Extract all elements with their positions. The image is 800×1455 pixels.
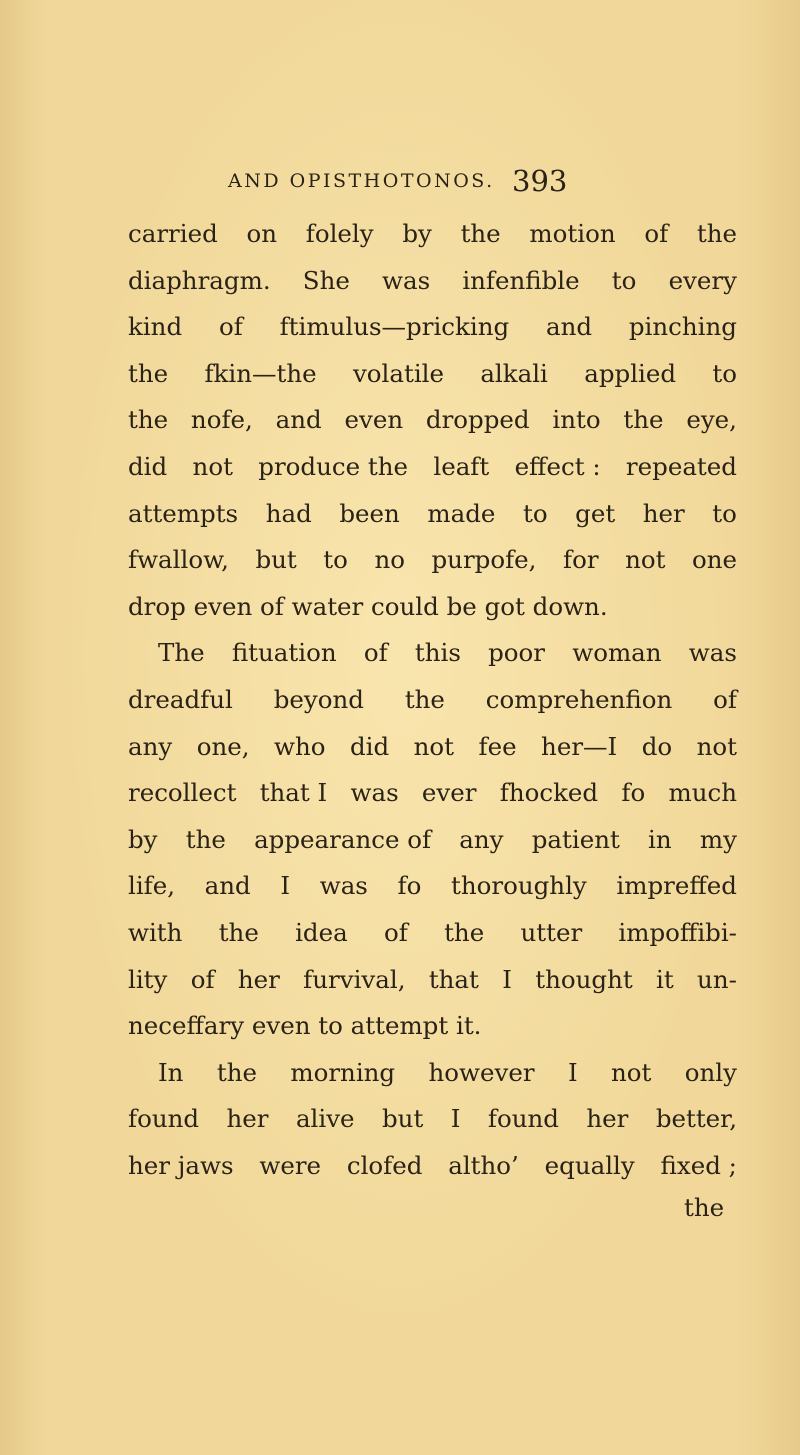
word: thoroughly (450, 871, 587, 901)
word: In (158, 1057, 184, 1087)
running-head (0, 160, 800, 200)
word: un- (697, 964, 737, 994)
word: drop even of water could be got down. (128, 591, 608, 621)
word: not (696, 731, 737, 761)
word: with (128, 918, 183, 947)
word: attempts (128, 498, 239, 528)
text-line (128, 261, 737, 301)
word: The (158, 638, 205, 668)
word: to (712, 498, 737, 528)
word: woman (572, 638, 662, 668)
word: alive (295, 1104, 355, 1134)
word: She (302, 265, 350, 295)
word: alkali (480, 358, 548, 388)
text-line (128, 447, 737, 487)
text-line (128, 540, 737, 580)
word: thought (535, 964, 633, 994)
word: of (713, 685, 737, 714)
word: ftimulus—pricking (279, 312, 510, 342)
word: found (128, 1104, 200, 1134)
word: to (611, 265, 637, 295)
word: my (699, 824, 737, 854)
word: every (668, 265, 737, 295)
word: the (444, 918, 485, 947)
word: fee (478, 731, 517, 761)
word: dropped (425, 405, 530, 435)
word: impreffed (616, 871, 737, 901)
word: the (460, 219, 501, 248)
word: not (611, 1057, 652, 1087)
word: the (216, 1057, 257, 1087)
word: only (684, 1057, 737, 1087)
word: of (383, 918, 408, 947)
word: the (696, 219, 737, 248)
word: fhocked (499, 778, 599, 808)
word: that (428, 964, 479, 994)
word: fwallow, (128, 545, 229, 575)
word: her (586, 1104, 629, 1134)
word: get (575, 498, 616, 528)
word: equally (544, 1151, 635, 1180)
word: eye, (686, 405, 737, 435)
word: recollect (128, 778, 237, 808)
word: but (255, 545, 297, 575)
word: the (218, 918, 259, 947)
word: fo (397, 871, 422, 901)
word: motion (529, 219, 616, 248)
word: who (274, 731, 326, 761)
word: fkin—the (204, 358, 317, 388)
text-line (128, 354, 737, 394)
word: comprehenfion (485, 685, 673, 714)
word: impoffibi- (618, 918, 737, 947)
word: no (374, 545, 405, 575)
word: neceffary even to attempt it. (128, 1011, 482, 1041)
word: her jaws (128, 1151, 234, 1180)
word: was (382, 265, 431, 295)
text-line (128, 400, 737, 440)
word: did (349, 731, 390, 761)
word: produce the (258, 452, 409, 481)
text-line (128, 680, 737, 720)
word: life, (128, 871, 176, 901)
word: beyond (273, 685, 364, 714)
word: volatile (352, 358, 444, 388)
word: of (190, 964, 215, 994)
word: one, (196, 731, 250, 761)
word: were (259, 1151, 322, 1180)
word: was (350, 778, 399, 808)
word: the (623, 405, 664, 435)
word: fixed ; (660, 1151, 737, 1180)
word: made (427, 498, 496, 528)
word: that I (259, 778, 328, 808)
word: utter (520, 918, 583, 947)
word: any (459, 824, 504, 854)
catchword: the (684, 1193, 725, 1222)
word: the (404, 685, 445, 714)
text-line (158, 1053, 737, 1093)
text-line (128, 1146, 737, 1186)
word: the (128, 405, 169, 435)
word: folely (305, 219, 374, 248)
word: pinching (628, 312, 737, 342)
word: I (280, 871, 291, 901)
word: morning (290, 1057, 396, 1087)
word: even (344, 405, 404, 435)
word: better, (655, 1104, 737, 1134)
word: on (246, 219, 278, 248)
word: the (128, 358, 169, 388)
word: been (339, 498, 400, 528)
word: to (522, 498, 548, 528)
text-line (128, 307, 737, 347)
text-line (158, 633, 737, 673)
text-line (128, 494, 737, 534)
word: was (319, 871, 368, 901)
word: not (625, 545, 666, 575)
word: by (128, 824, 158, 854)
word: nofe, (190, 405, 253, 435)
text-line (128, 866, 737, 906)
word: lity (128, 964, 168, 994)
word: her—I (541, 731, 618, 761)
word: much (668, 778, 737, 808)
word: and (204, 871, 251, 901)
word: do (641, 731, 673, 761)
word: repeated (625, 452, 737, 481)
word: and (545, 312, 593, 342)
word: found (487, 1104, 559, 1134)
word: but (382, 1104, 424, 1134)
word: was (688, 638, 737, 668)
text-line (128, 913, 737, 953)
word: her (237, 964, 280, 994)
page-number: 393 (512, 164, 568, 198)
word: did (128, 452, 168, 481)
text-line (128, 773, 737, 813)
word: furvival, (303, 964, 406, 994)
word: not (192, 452, 233, 481)
word: into (552, 405, 601, 435)
word: dreadful (128, 685, 233, 714)
word: in (648, 824, 672, 854)
running-title: AND OPISTHOTONOS. (228, 170, 495, 192)
word: purpofe, (431, 545, 537, 575)
word: by (402, 219, 432, 248)
text-line (128, 960, 737, 1000)
text-line (128, 1006, 481, 1046)
word: idea (295, 918, 348, 947)
word: to (712, 358, 737, 388)
word: appearance of (254, 824, 432, 854)
word: the (185, 824, 226, 854)
word: I (450, 1104, 461, 1134)
word: fituation (231, 638, 337, 668)
text-line (128, 214, 737, 254)
word: not (413, 731, 455, 761)
word: any (128, 731, 173, 761)
word: fo (621, 778, 646, 808)
word: patient (531, 824, 620, 854)
word: of (644, 219, 669, 248)
word: clofed (346, 1151, 423, 1180)
text-line (128, 727, 737, 767)
word: to (323, 545, 348, 575)
word: it (656, 964, 674, 994)
word: ever (421, 778, 477, 808)
word: I (567, 1057, 578, 1087)
word: for (563, 545, 599, 575)
word: of (363, 638, 388, 668)
word: diaphragm. (128, 265, 271, 295)
word: infenfible (462, 265, 580, 295)
word: of (218, 312, 243, 342)
word: I (502, 964, 512, 994)
word: carried (128, 219, 218, 248)
word: effect : (514, 452, 601, 481)
word: leaft (433, 452, 490, 481)
text-line (128, 1099, 737, 1139)
word: however (428, 1057, 535, 1087)
word: had (265, 498, 312, 528)
word: applied (584, 358, 677, 388)
word: her (226, 1104, 269, 1134)
word: this (414, 638, 461, 668)
word: and (275, 405, 322, 435)
text-line (128, 587, 608, 627)
word: one (691, 545, 737, 575)
word: altho’ (448, 1151, 519, 1180)
word: kind (128, 312, 183, 342)
word: her (642, 498, 685, 528)
word: poor (488, 638, 546, 668)
text-line (128, 820, 737, 860)
